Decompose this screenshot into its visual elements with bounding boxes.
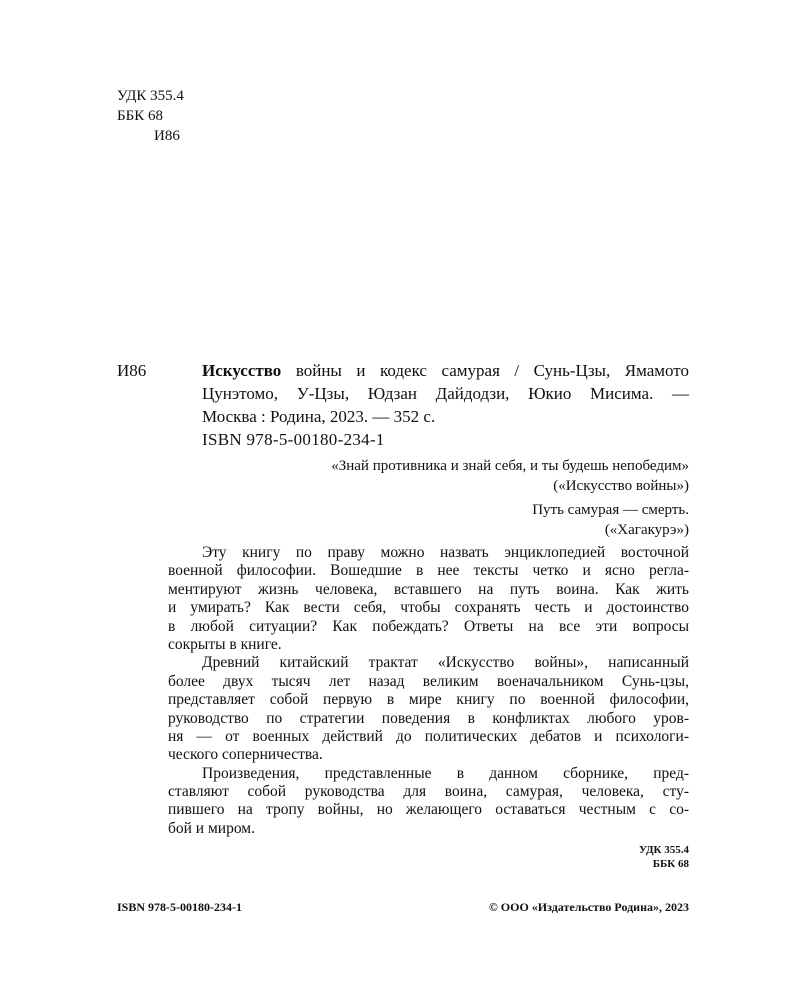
text-line: Эту книгу по праву можно назвать энциклопедией восточной [202, 544, 689, 561]
bbk-code: ББК 68 [652, 858, 689, 870]
epigraph-2 [532, 500, 689, 540]
bibliographic-entry [202, 359, 689, 428]
udk-code: УДК 355.4 [638, 844, 689, 856]
text-line: ня — от военных действий до политических дебатов и психологи- [168, 727, 689, 745]
header-codes [117, 86, 184, 146]
epigraph-1 [331, 456, 689, 496]
text-line: ментируют жизнь человека, вставшего на путь воина. Как жить [168, 580, 689, 598]
epigraph-quote: «Знай противника и знай себя, и ты будешь непобедим» [331, 458, 689, 474]
biblio-line-1 [202, 359, 689, 382]
text-line: ческого соперничества. [168, 746, 323, 764]
book-title: Искусство [202, 361, 282, 380]
biblio-line-2: Цунэтомо, У-Цзы, Юдзан Дайдодзи, Юкио Мисима. — [202, 384, 689, 403]
isbn-line: ISBN 978-5-00180-234-1 [202, 430, 385, 449]
text-line: бой и миром. [168, 819, 255, 837]
text-line: и умирать? Как вести себя, чтобы сохранять честь и достоинство [168, 599, 689, 617]
footer-isbn: ISBN 978-5-00180-234-1 [117, 900, 242, 914]
text-line: Произведения, представленные в данном сборнике, пред- [202, 764, 689, 782]
text-line: военной философии. Вошедшие в нее тексты четко и ясно регла- [168, 562, 689, 580]
annotation-text [168, 544, 689, 838]
text-line: пившего на тропу войны, но желающего оставаться честным с со- [168, 801, 689, 819]
classification-codes [639, 843, 689, 871]
bbk-code: ББК 68 [117, 108, 163, 124]
text-line: представляет собой первую в мире книгу по военной философии, [168, 691, 689, 709]
udk-code: УДК 355.4 [117, 88, 184, 104]
text-line: ставляют собой руководства для воина, самурая, человека, сту- [168, 783, 689, 801]
biblio-line-1-rest: войны и кодекс самурая / Сунь-Цзы, Ямамото [281, 361, 689, 380]
text-line: более двух тысяч лет назад великим военачальником Сунь-цзы, [168, 672, 689, 690]
biblio-line-3: Москва : Родина, 2023. — 352 с. [202, 407, 436, 426]
text-line: в любой ситуации? Как побеждать? Ответы на все эти вопросы [168, 617, 689, 635]
author-mark: И86 [154, 128, 180, 144]
text-line: Древний китайский трактат «Искусство войны», написанный [202, 654, 689, 672]
copyright: © ООО «Издательство Родина», 2023 [488, 900, 689, 914]
text-line: руководство по стратегии поведения в конфликтах любого уров- [168, 709, 689, 727]
epigraph-source: («Искусство войны») [553, 478, 689, 494]
epigraph-source: («Хагакурэ») [604, 522, 689, 538]
catalog-author-mark: И86 [117, 361, 147, 380]
text-line: сокрыты в книге. [168, 635, 282, 653]
epigraph-quote: Путь самурая — смерть. [532, 502, 689, 518]
